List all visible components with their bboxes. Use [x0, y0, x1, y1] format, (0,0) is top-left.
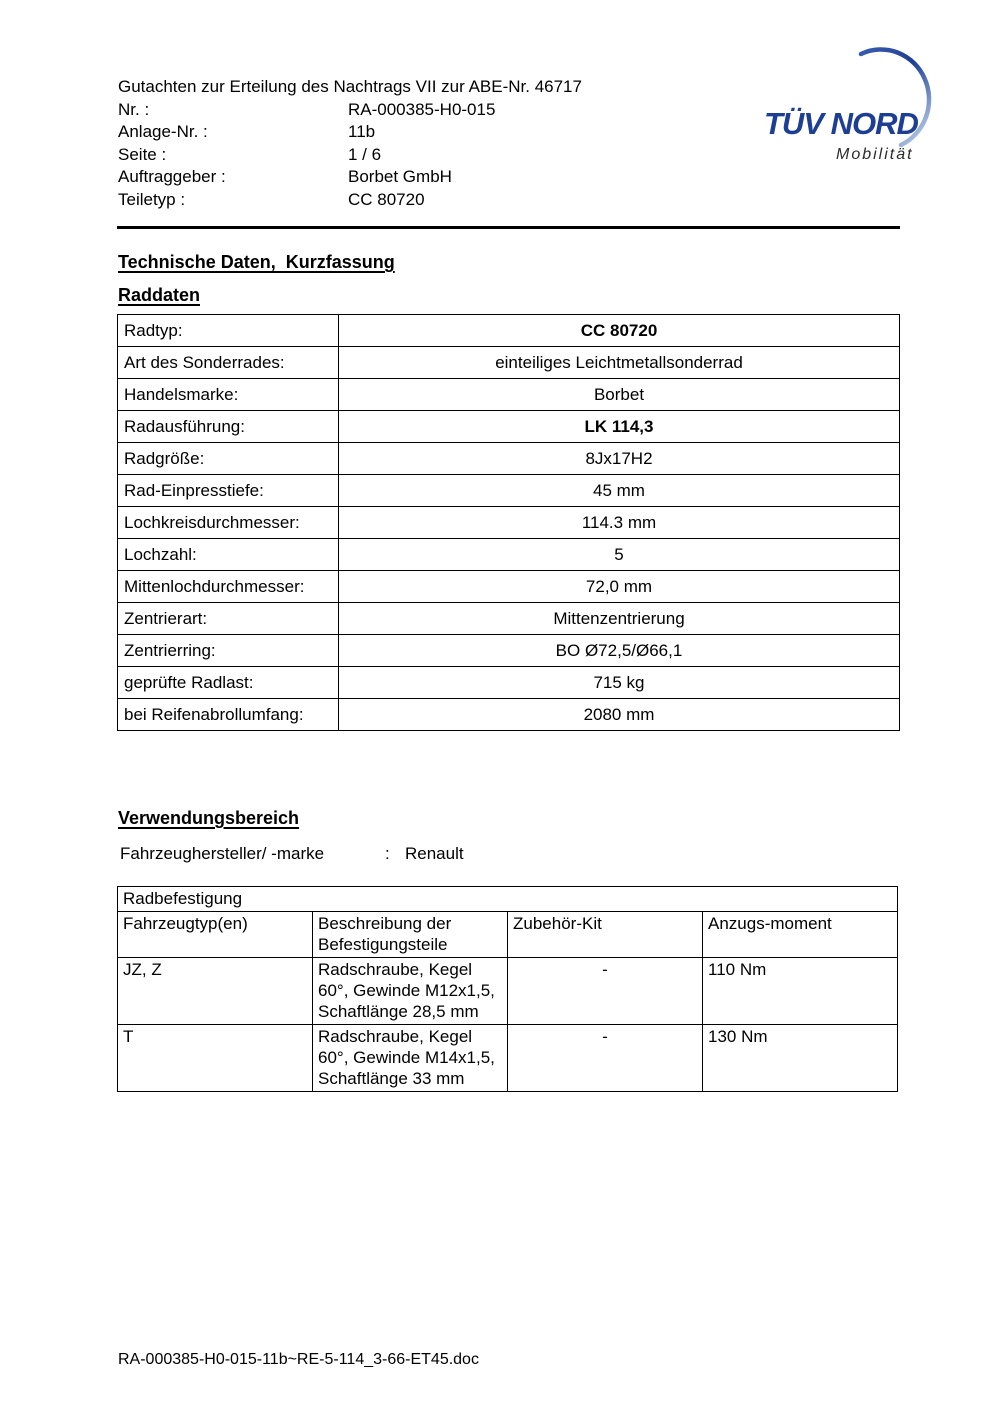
row-value: 72,0 mm	[339, 571, 900, 603]
column-header: Anzugs-moment	[703, 912, 898, 958]
table-row	[118, 315, 900, 347]
header-divider-rule	[117, 226, 900, 229]
row-label: Lochzahl:	[118, 539, 339, 571]
table-title: Radbefestigung	[118, 887, 898, 912]
vehicle-type-cell: JZ, Z	[118, 958, 313, 1025]
manufacturer-row	[120, 844, 464, 864]
row-value: Mittenzentrierung	[339, 603, 900, 635]
table-row	[118, 699, 900, 731]
table-row	[118, 571, 900, 603]
row-value: 715 kg	[339, 667, 900, 699]
section-heading-verwendungsbereich: Verwendungsbereich	[118, 808, 300, 828]
row-value: LK 114,3	[339, 411, 900, 443]
manufacturer-value: Renault	[405, 844, 464, 863]
table-row	[118, 379, 900, 411]
row-label: geprüfte Radlast:	[118, 667, 339, 699]
header-field-auftraggeber	[118, 166, 582, 189]
brand-wordmark: TÜV NORD	[764, 106, 918, 141]
field-label: Anlage-Nr. :	[118, 122, 208, 141]
footer-filename: RA-000385-H0-015-11b~RE-5-114_3-66-ET45.doc	[118, 1351, 479, 1368]
row-value: 2080 mm	[339, 699, 900, 731]
manufacturer-separator: :	[385, 844, 390, 863]
section-heading-raddaten: Raddaten	[118, 285, 201, 305]
field-value: RA-000385-H0-015	[348, 99, 496, 119]
table-row	[118, 1025, 898, 1092]
header-field-anlage	[118, 121, 582, 144]
section-heading-technische-daten: Technische Daten, Kurzfassung	[118, 252, 395, 272]
table-row	[118, 539, 900, 571]
table-title-row	[118, 887, 898, 912]
field-label: Auftraggeber :	[118, 167, 226, 186]
row-value: 8Jx17H2	[339, 443, 900, 475]
row-label: Zentrierring:	[118, 635, 339, 667]
torque-cell: 130 Nm	[703, 1025, 898, 1092]
field-value: 11b	[348, 122, 376, 141]
row-label: Radtyp:	[118, 315, 339, 347]
row-label: Rad-Einpresstiefe:	[118, 475, 339, 507]
table-row	[118, 347, 900, 379]
raddaten-table	[117, 314, 900, 731]
row-value: 5	[339, 539, 900, 571]
field-label: Nr. :	[118, 99, 150, 119]
row-label: Zentrierart:	[118, 603, 339, 635]
table-row	[118, 507, 900, 539]
row-label: Radgröße:	[118, 443, 339, 475]
vehicle-type-cell: T	[118, 1025, 313, 1092]
manufacturer-label: Fahrzeughersteller/ -marke	[120, 844, 325, 863]
row-value: einteiliges Leichtmetallsonderrad	[339, 347, 900, 379]
table-row	[118, 443, 900, 475]
header-field-teiletyp	[118, 189, 582, 212]
radbefestigung-table	[117, 886, 898, 1092]
header-field-nr	[118, 99, 582, 122]
row-label: Art des Sonderrades:	[118, 347, 339, 379]
row-label: Handelsmarke:	[118, 379, 339, 411]
table-row	[118, 958, 898, 1025]
logo-subtitle: Mobilität	[836, 146, 914, 163]
row-label: Lochkreisdurchmesser:	[118, 507, 339, 539]
field-value: 1 / 6	[348, 144, 382, 164]
table-row	[118, 635, 900, 667]
document-title: Gutachten zur Erteilung des Nachtrags VII zur ABE-Nr. 46717	[118, 77, 582, 96]
row-value: BO Ø72,5/Ø66,1	[339, 635, 900, 667]
column-header: Fahrzeugtyp(en)	[118, 912, 313, 958]
table-header-row	[118, 912, 898, 958]
table-row	[118, 667, 900, 699]
field-label: Seite :	[118, 144, 167, 164]
table-row	[118, 411, 900, 443]
torque-cell: 110 Nm	[703, 958, 898, 1025]
description-cell: Radschraube, Kegel 60°, Gewinde M12x1,5, Schaftlänge 28,5 mm	[313, 958, 508, 1025]
description-cell: Radschraube, Kegel 60°, Gewinde M14x1,5, Schaftlänge 33 mm	[313, 1025, 508, 1092]
row-value: CC 80720	[339, 315, 900, 347]
column-header: Beschreibung der Befestigungsteile	[313, 912, 508, 958]
document-header	[118, 76, 582, 211]
table-row	[118, 603, 900, 635]
field-value: Borbet GmbH	[348, 167, 452, 186]
table-row	[118, 475, 900, 507]
tuv-nord-logo	[748, 46, 960, 178]
field-value: CC 80720	[348, 189, 425, 209]
row-label: Mittenlochdurchmesser:	[118, 571, 339, 603]
row-label: bei Reifenabrollumfang:	[118, 699, 339, 731]
field-label: Teiletyp :	[118, 189, 186, 209]
row-value: Borbet	[339, 379, 900, 411]
header-field-seite	[118, 144, 582, 167]
column-header: Zubehör-Kit	[508, 912, 703, 958]
row-label: Radausführung:	[118, 411, 339, 443]
accessory-kit-cell: -	[508, 1025, 703, 1092]
row-value: 114.3 mm	[339, 507, 900, 539]
row-value: 45 mm	[339, 475, 900, 507]
accessory-kit-cell: -	[508, 958, 703, 1025]
